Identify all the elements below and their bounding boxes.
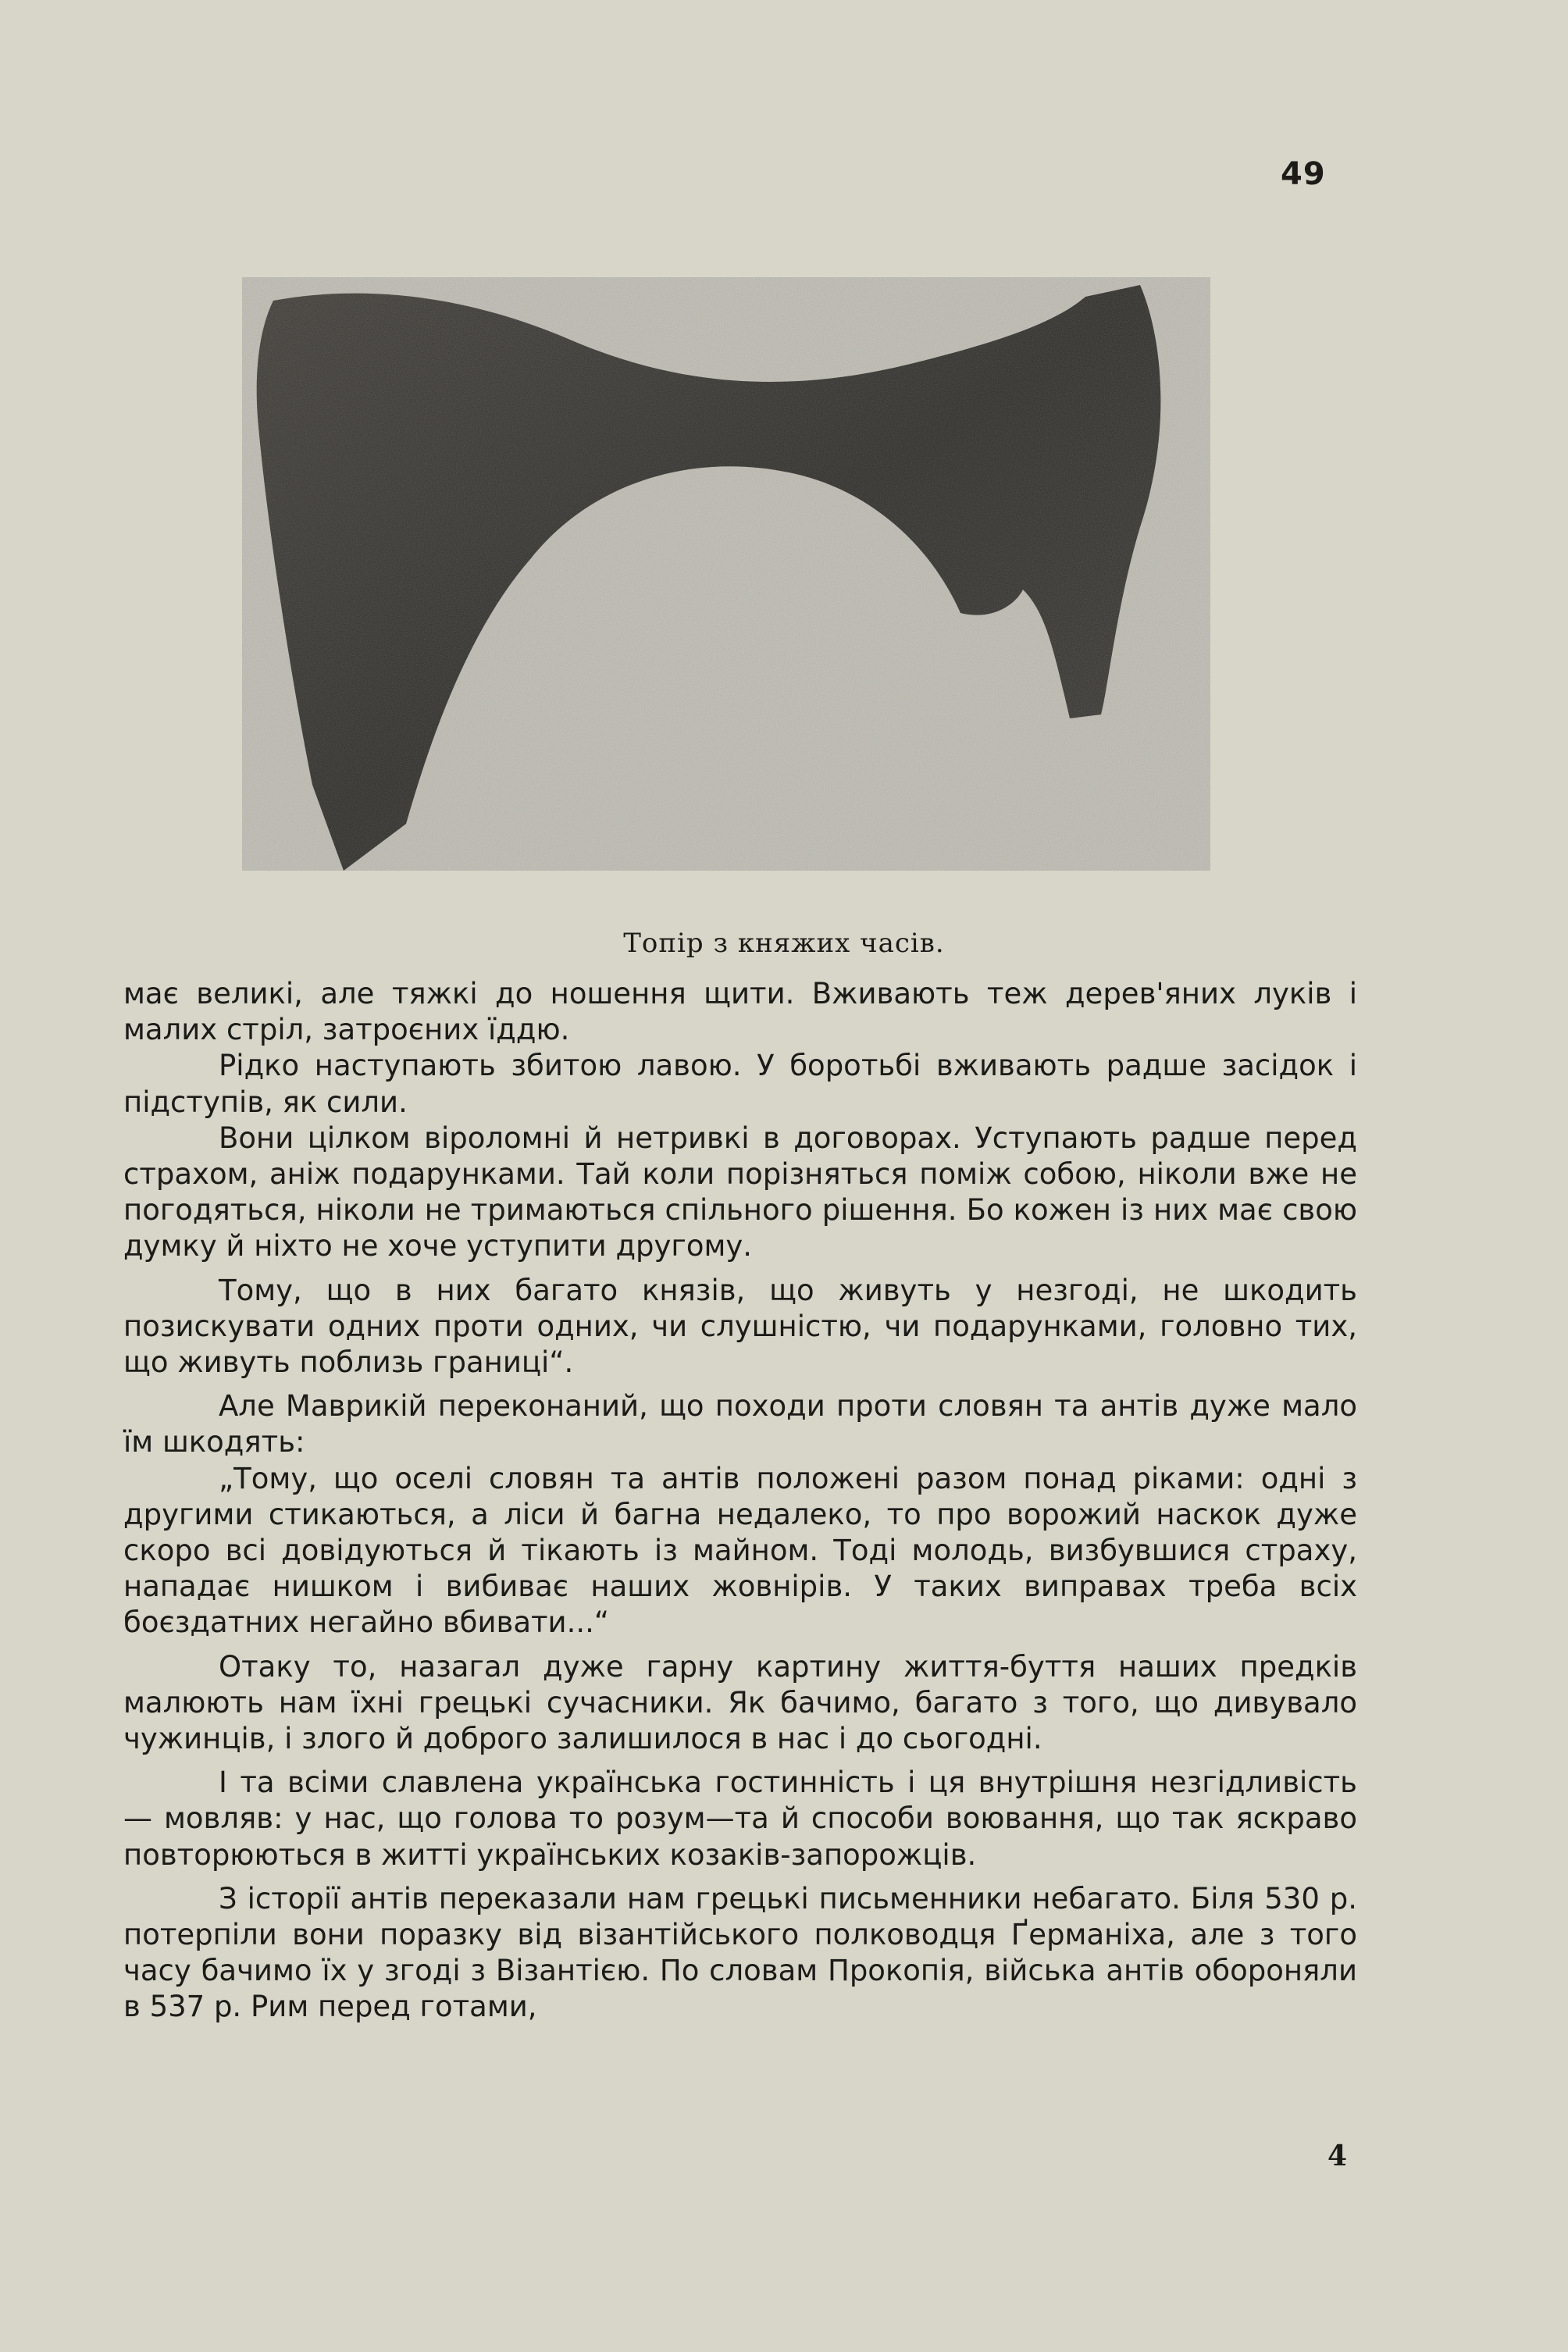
article-body: [123, 976, 1357, 2026]
paragraph: Вони цілком віроломні й нетривкі в договорах. Уступають радше перед страхом, аніж подарунками. Тай коли порізняться поміж собою, ніколи вже не погодяться, ніколи не тримаються спільного рішення. Бо кожен із них має свою думку й ніхто не хоче уступити другому.: [123, 1121, 1357, 1263]
paragraph: І та всіми славлена українська гостинність і ця внутрішня незгідливість — мовляв: у нас, що голова то розум—та й способи воювання, що так яскраво повторюються в житті українських козаків-запорожців.: [123, 1766, 1357, 1872]
quotation: „Тому, що оселі словян та антів положені разом понад ріками: одні з другими стикаються, а ліси й багна недалеко, то про ворожий наскок дуже скоро всі довідуються й тікають із майном. Тоді молодь, визбувшися страху, нападає нишком і вибиває наших жовнірів. У таких виправах треба всіх боєздатних негайно вбивати...“: [123, 1461, 1357, 1640]
paragraph: З історії антів переказали нам грецькі письменники небагато. Біля 530 р. потерпіли вони поразку від візантійського полководця Ґерманіха, але з того часу бачимо їх у згоді з Візантією. По словам Прокопія, війська антів обороняли в 537 р. Рим перед готами,: [123, 1881, 1357, 2024]
signature-mark: 4: [1327, 2140, 1348, 2172]
paragraph: Але Маврикій переконаний, що походи проти словян та антів дуже мало їм шкодять:: [123, 1389, 1357, 1459]
page-number: 49: [1281, 156, 1326, 192]
paragraph: має великі, але тяжкі до ношення щити. Вживають теж дерев'яних луків і малих стріл, затроєних їддю.: [123, 977, 1357, 1047]
axe-photograph: [242, 277, 1210, 871]
paragraph: Отаку то, назагал дуже гарну картину життя-буття наших предків малюють нам їхні грецькі сучасники. Як бачимо, багато з того, що дивувало чужинців, і злого й доброго залишилося в нас і до сьогодні.: [123, 1649, 1357, 1756]
paragraph: Тому, що в них багато князів, що живуть у незгоді, не шкодить позискувати одних проти одних, чи слушністю, чи подарунками, головно тих, що живуть поблизь границі“.: [123, 1273, 1357, 1380]
figure-caption: Топір з княжих часів.: [623, 928, 945, 959]
paragraph: Рідко наступають збитою лавою. У боротьбі вживають радше засідок і підступів, як сили.: [123, 1049, 1357, 1119]
